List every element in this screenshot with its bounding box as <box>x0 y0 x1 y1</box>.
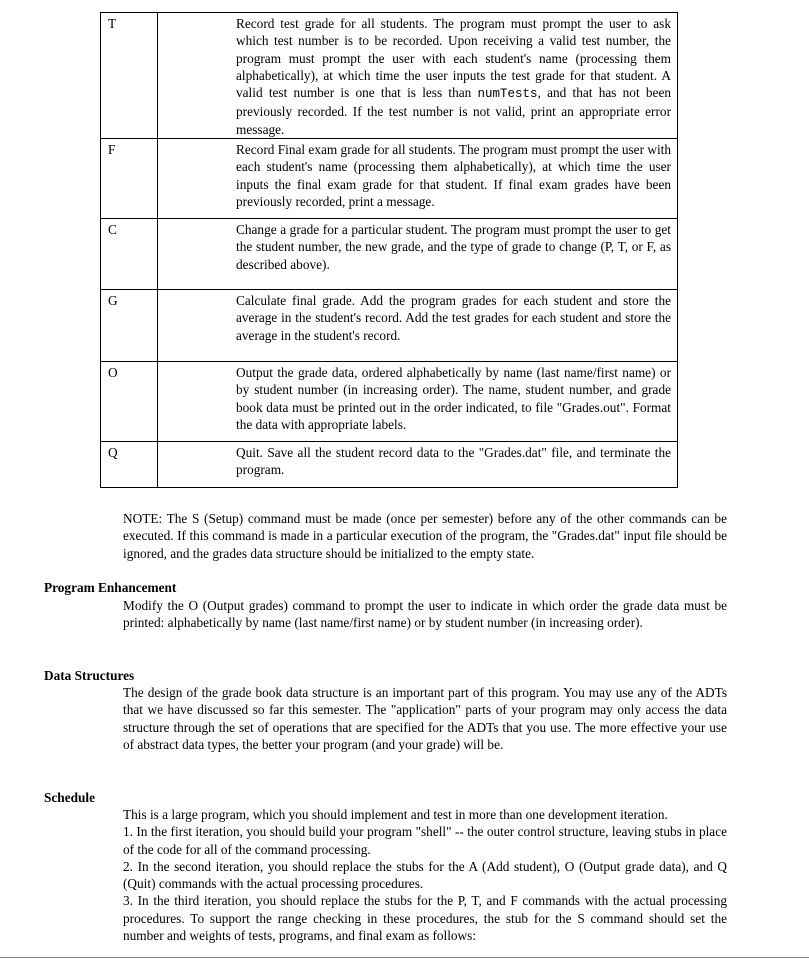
schedule-item: 2. In the second iteration, you should replace the stubs for the A (Add student), O (Output grade data), and Q (Quit) commands with the actual processing procedures. <box>123 858 727 892</box>
command-description-part: Record test grade for all students. The program must prompt the user to ask which test number is to be recorded. Upon receiving a valid test number, the program must prompt the user with each student's name (processing them alphabetically), at which time the user inputs the test grade for that student. A valid test number is one that is less than <box>236 16 671 101</box>
command-letter: O <box>101 362 158 442</box>
enhancement-heading: Program Enhancement <box>44 580 177 595</box>
note-text: NOTE: The S (Setup) command must be made (once per semester) before any of the other commands can be executed. If this command is made in a particular execution of the program, the "Grades.dat" input file should be ignored, and the grades data structure should be initialized to the empty state. <box>123 511 727 561</box>
command-letter: Q <box>101 442 158 488</box>
command-letter: T <box>101 13 158 139</box>
data-structures-heading: Data Structures <box>44 668 135 683</box>
command-description-part: , and that has not been previously recorded. If the test number is not valid, print an appropriate error message. <box>236 85 671 137</box>
command-description <box>158 13 678 139</box>
enhancement-text: Modify the O (Output grades) command to prompt the user to indicate in which order the grade data must be printed: alphabetically by name (last name/first name) or by student number (in increasing order). <box>123 598 727 631</box>
command-row-t <box>101 13 678 139</box>
num-tests-code: numTests <box>477 87 538 102</box>
command-letter: G <box>101 290 158 362</box>
page-bottom-rule <box>0 957 809 958</box>
command-description <box>158 219 678 290</box>
command-row-q <box>101 442 678 488</box>
command-letter: C <box>101 219 158 290</box>
command-description-text: Quit. Save all the student record data to the "Grades.dat" file, and terminate the program. <box>236 445 671 478</box>
command-letter: F <box>101 139 158 219</box>
command-table <box>100 12 678 488</box>
command-description <box>158 362 678 442</box>
command-description-text: Output the grade data, ordered alphabetically by name (last name/first name) or by student number (in increasing order). The name, student number, and grade book data must be printed out in the order indicated, to file "Grades.out". Format the data with appropriate labels. <box>236 365 671 432</box>
command-description <box>158 139 678 219</box>
command-description-text: Change a grade for a particular student. The program must prompt the user to get the student number, the new grade, and the type of grade to change (P, T, or F, as described above). <box>236 222 671 272</box>
command-row-f <box>101 139 678 219</box>
command-row-g <box>101 290 678 362</box>
schedule-item: 1. In the first iteration, you should build your program "shell" -- the outer control structure, leaving stubs in place of the code for all of the command processing. <box>123 824 727 857</box>
schedule-block <box>123 806 727 944</box>
command-description <box>158 290 678 362</box>
note-block <box>123 510 727 562</box>
data-structures-text: The design of the grade book data structure is an important part of this program. You may use any of the ADTs that we have discussed so far this semester. The "application" parts of your program may only access the data structure through the set of operations that are specified for the ADTs that you use. The more effective your use of abstract data types, the better your program (and your grade) will be. <box>123 685 727 752</box>
data-structures-block <box>123 684 727 753</box>
schedule-intro: This is a large program, which you should implement and test in more than one development iteration. <box>123 807 668 822</box>
command-row-c <box>101 219 678 290</box>
schedule-item: 3. In the third iteration, you should replace the stubs for the P, T, and F commands with the actual processing procedures. To support the range checking in these procedures, the stub for the S command should set the number and weights of tests, programs, and final exam as follows: <box>123 893 727 944</box>
schedule-heading: Schedule <box>44 790 95 805</box>
command-description-text: Record Final exam grade for all students. The program must prompt the user with each student's name (processing them alphabetically), at which time the user inputs the final exam grade for that student. If final exam grades have been previously recorded, print a message. <box>236 142 671 209</box>
command-description <box>158 442 678 488</box>
command-description-text: Calculate final grade. Add the program grades for each student and store the average in the student's record. Add the test grades for each student and store the average in the student's record. <box>236 293 671 343</box>
enhancement-block <box>123 597 727 632</box>
command-row-o <box>101 362 678 442</box>
